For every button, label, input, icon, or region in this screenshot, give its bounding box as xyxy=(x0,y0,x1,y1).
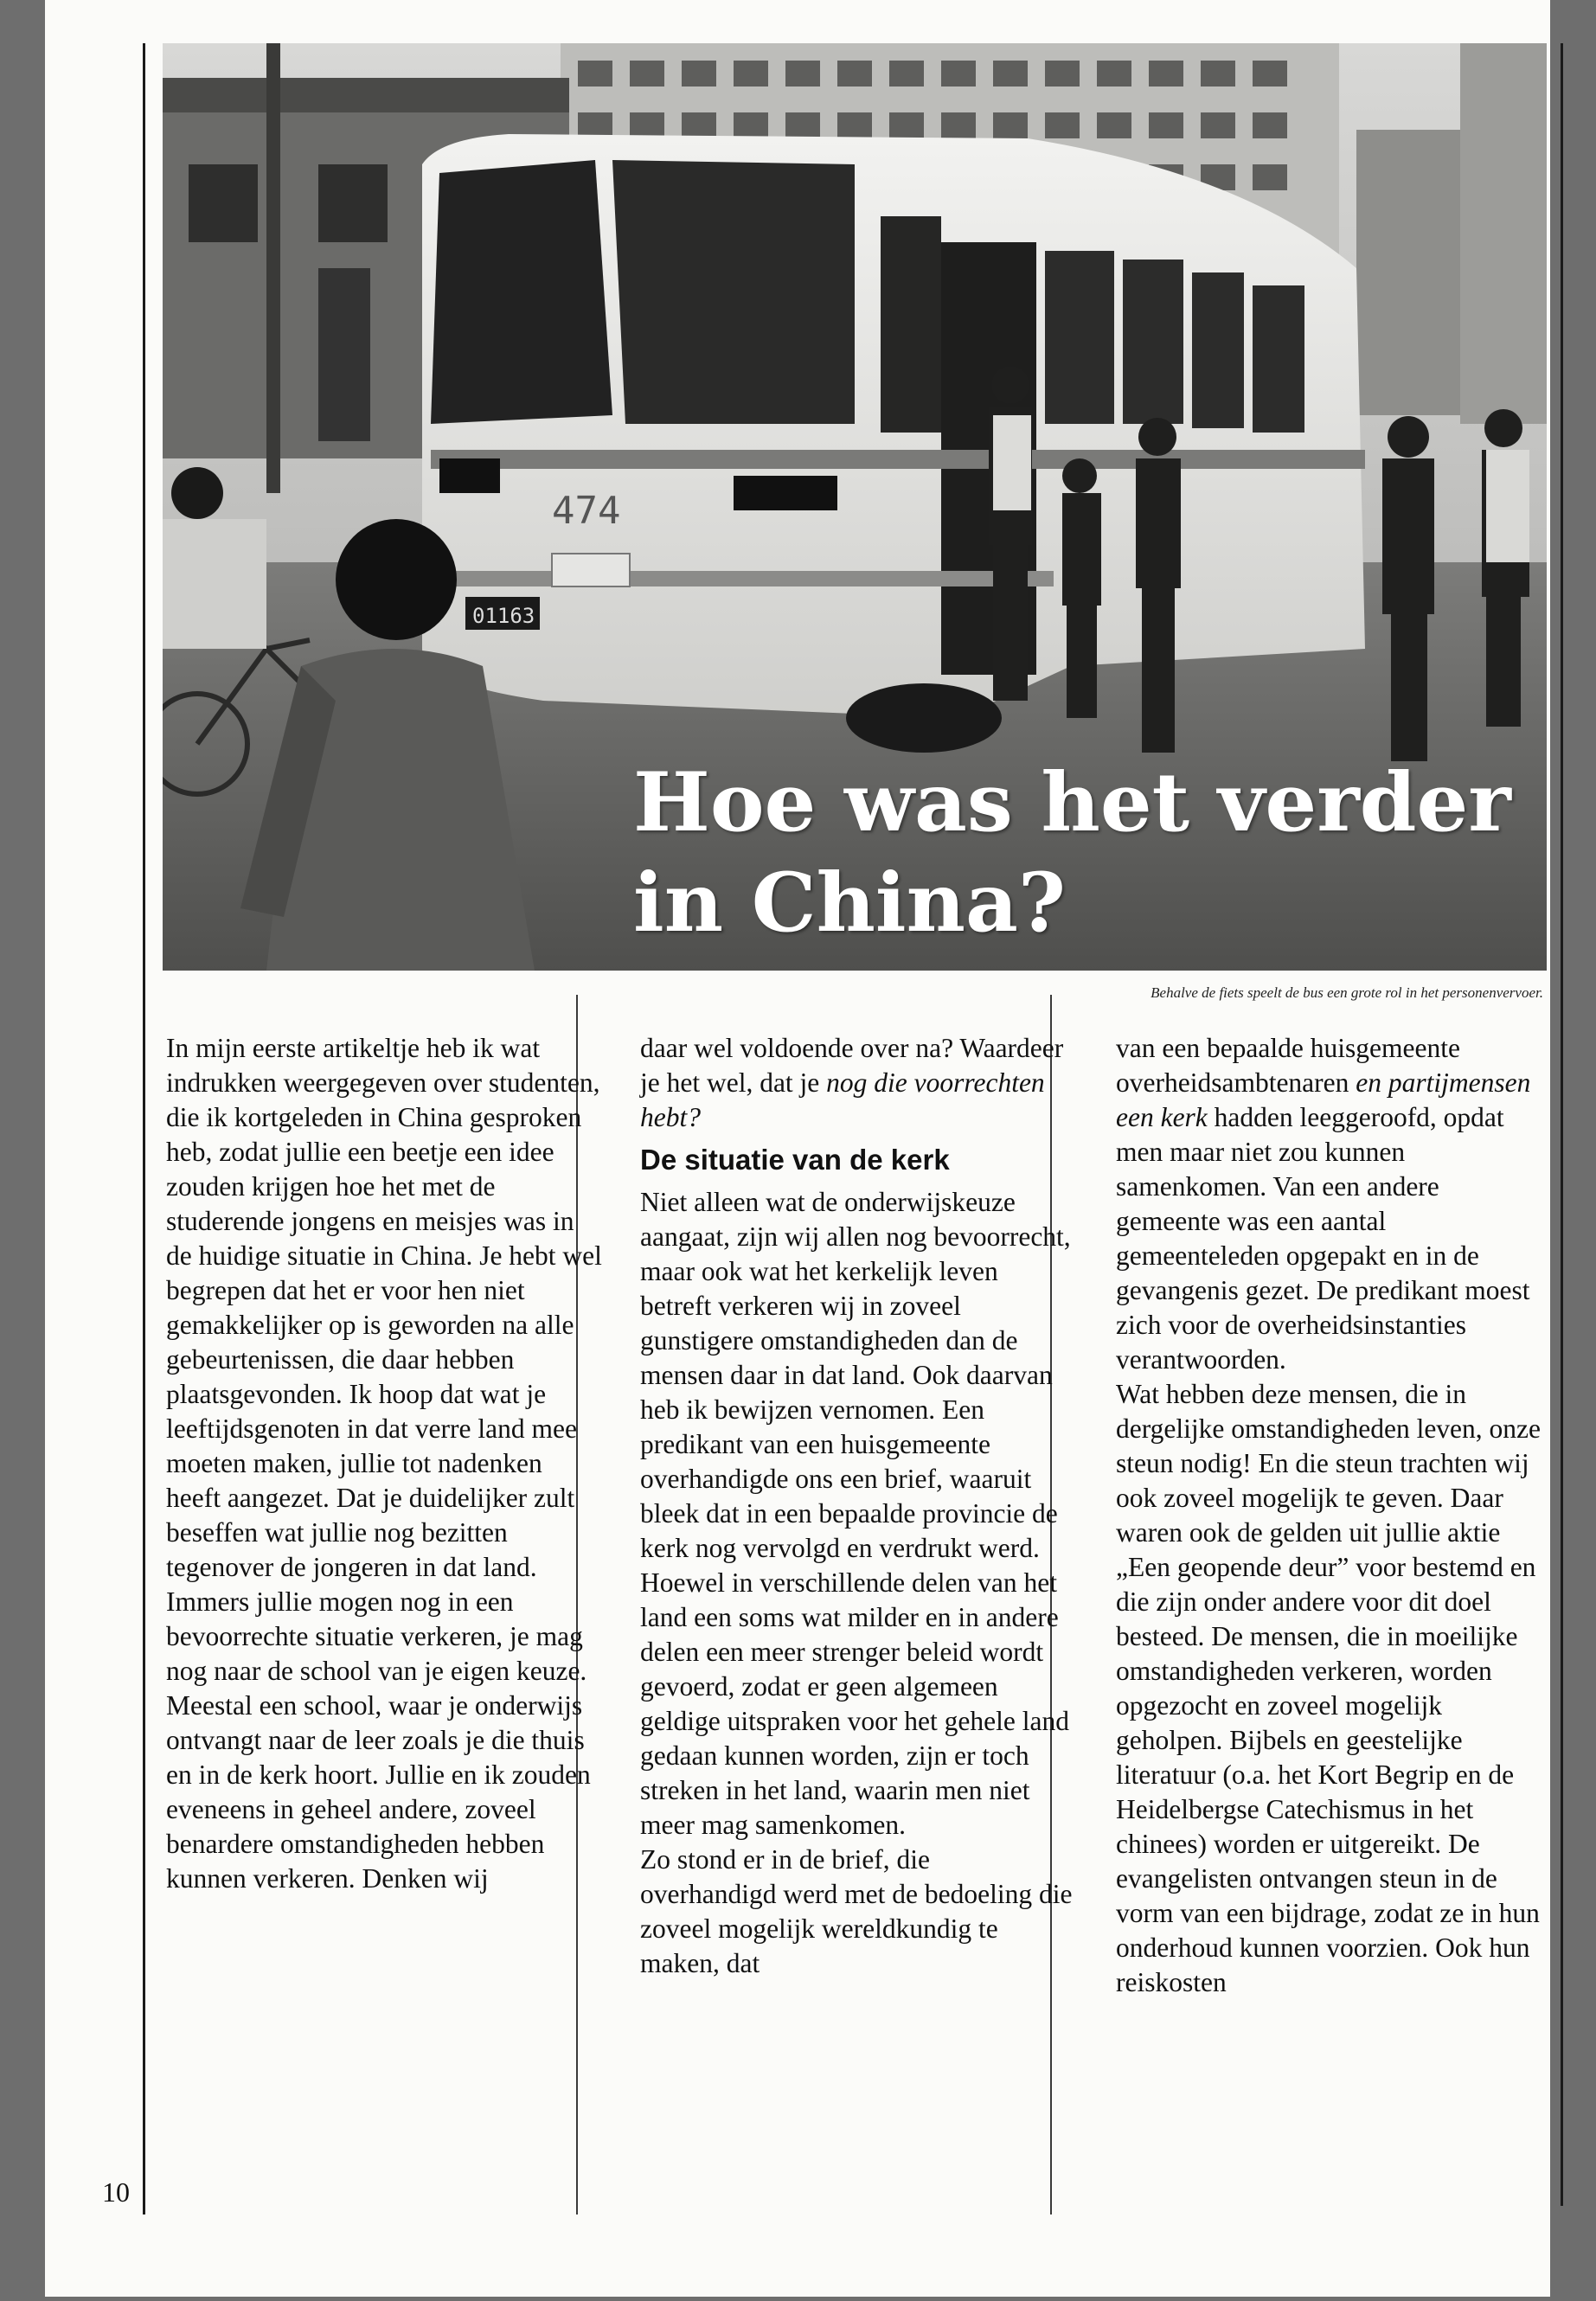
headline-line-2: in China? xyxy=(633,856,1066,951)
section-subheading: De situatie van de kerk xyxy=(640,1144,950,1176)
article-column-2 xyxy=(640,1031,1073,1981)
column-3-text-b: hadden leeggeroofd, opdat men maar niet zou kunnen samenkomen. Van een andere gemeente was een aantal gemeenteleden opgepakt en in de gevangenis gezet. De predikant moest zich voor de overheidsinstanties verantwoorden. xyxy=(1116,1102,1530,1375)
article-headline xyxy=(633,753,1550,953)
article-column-3 xyxy=(1116,1031,1548,2000)
page-number: 10 xyxy=(102,2176,130,2208)
column-2-paragraph-a xyxy=(640,1031,1073,1135)
bus-number: 474 xyxy=(552,489,621,533)
column-3-text-a-italic: en partijmensen een kerk xyxy=(1116,1067,1531,1132)
left-margin-rule xyxy=(143,43,145,2214)
headline-line-1: Hoe was het verder xyxy=(633,755,1511,850)
article-column-1 xyxy=(166,1031,603,1896)
column-2-text-a: daar wel voldoende over na? Waardeer je het wel, dat je xyxy=(640,1033,1064,1098)
photo-caption: Behalve de fiets speelt de bus een grote rol in het personenvervoer. xyxy=(1151,984,1543,1001)
column-3-paragraph-a xyxy=(1116,1031,1548,1377)
right-margin-rule xyxy=(1561,43,1563,2206)
column-2-text-a-italic: nog die voorrechten hebt? xyxy=(640,1067,1045,1132)
column-2-paragraph-b: Niet alleen wat de onderwijskeuze aangaat, zijn wij allen nog bevoorrecht, maar ook wat het kerkelijk leven betreft verkeren wij in zoveel gunstigere omstandigheden dan de mensen daar in dat land. Ook daarvan heb ik bewijzen vernomen. Een predikant van een huisgemeente overhandigde ons een brief, waaruit bleek dat in een bepaalde provincie de kerk nog vervolgd en verdrukt werd. Hoewel in verschillende delen van het land een soms wat milder en in andere delen een meer strenger beleid wordt gevoerd, zodat er geen algemeen geldige uitspraken voor het gehele land gedaan kunnen worden, zijn er toch streken in het land, waarin men niet meer mag samenkomen. xyxy=(640,1187,1071,1840)
column-2-paragraph-c: Zo stond er in de brief, die overhandigd werd met de bedoeling die zoveel mogelijk wereldkundig te maken, dat xyxy=(640,1844,1073,1978)
column-3-paragraph-c: Wat hebben deze mensen, die in dergelijke omstandigheden leven, onze steun nodig! En die steun trachten wij ook zoveel mogelijk te geven. Daar waren ook de gelden uit jullie aktie „Een geopende deur” voor bestemd en die zijn onder andere voor dit doel besteed. De mensen, die in moeilijke omstandigheden verkeren, worden opgezocht en zoveel mogelijk geholpen. Bijbels en geestelijke literatuur (o.a. het Kort Begrip en de Heidelbergse Catechismus in het chinees) worden er uitgereikt. De evangelisten ontvangen steun in de vorm van een bijdrage, zodat ze in hun onderhoud kunnen voorzien. Ook hun reiskosten xyxy=(1116,1379,1542,1997)
license-plate: 01163 xyxy=(472,604,535,628)
column-3-text-a: van een bepaalde huisgemeente overheidsambtenaren xyxy=(1116,1033,1460,1098)
column-1-text: In mijn eerste artikeltje heb ik wat indrukken weergegeven over studenten, die ik kortgeleden in China gesproken heb, zodat jullie een beetje een idee zouden krijgen hoe het met de studerende jongens en meisjes was in de huidige situatie in China. Je hebt wel begrepen dat het er voor hen niet gemakkelijker op is geworden na alle gebeurtenissen, die daar hebben plaatsgevonden. Ik hoop dat wat je leeftijdsgenoten in dat verre land mee moeten maken, jullie tot nadenken heeft aangezet. Dat je duidelijker zult beseffen wat jullie nog bezitten tegenover de jongeren in dat land. Immers jullie mogen nog in een bevoorrechte situatie verkeren, je mag nog naar de school van je eigen keuze. Meestal een school, waar je onderwijs ontvangt naar de leer zoals je die thuis en in de kerk hoort. Jullie en ik zouden eveneens in geheel andere, zoveel benardere omstandigheden hebben kunnen verkeren. Denken wij xyxy=(166,1033,602,1894)
magazine-page xyxy=(45,0,1550,2297)
